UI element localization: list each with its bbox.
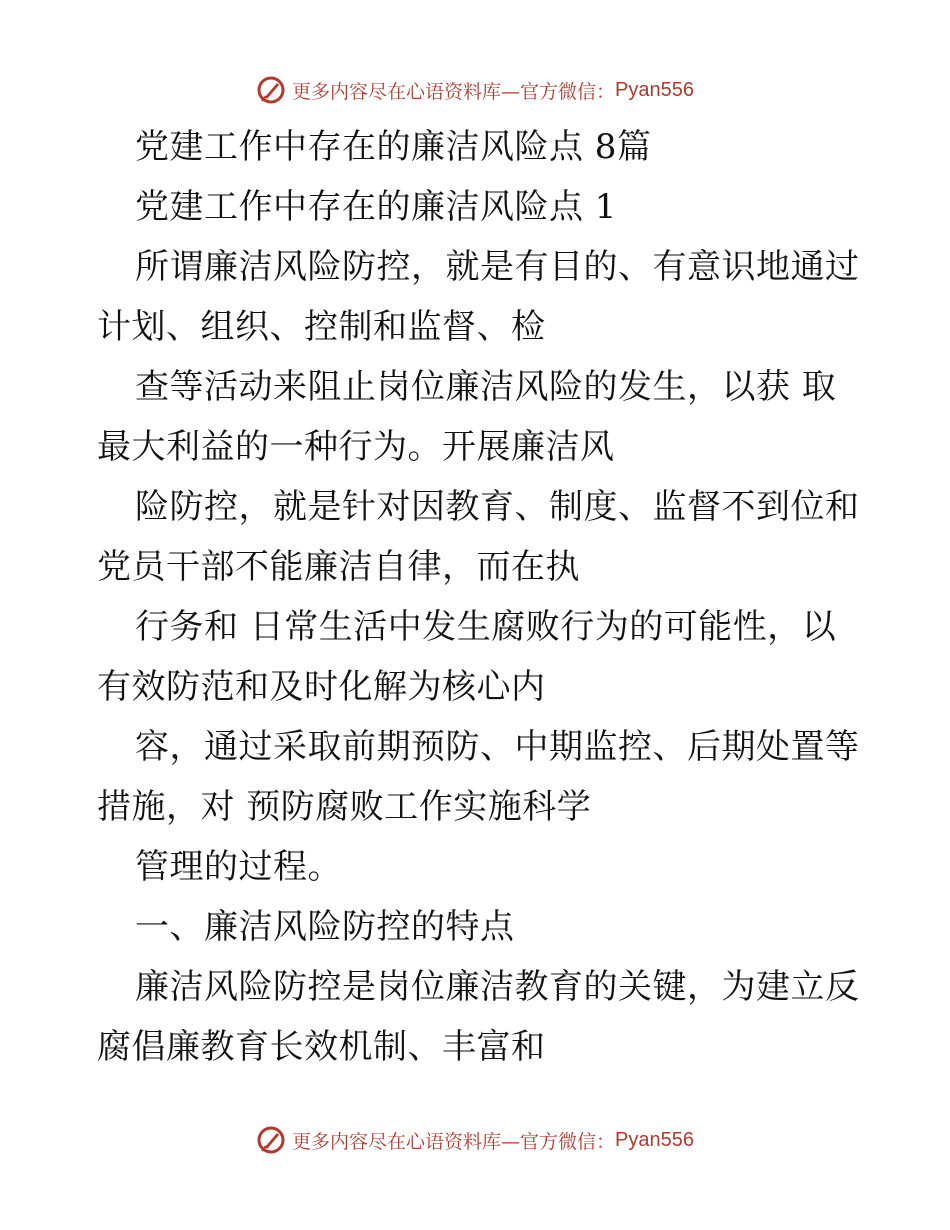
quill-pen-logo-icon — [256, 75, 286, 105]
text-line: 所谓廉洁风险防控，就是有目的、有意识地通过 — [135, 247, 860, 287]
watermark-text: 更多内容尽在心语资料库—官方微信： — [292, 1130, 616, 1153]
section-heading: 一、廉洁风险防控的特点 — [135, 907, 515, 947]
text-line: 管理的过程。 — [135, 847, 342, 887]
text-line: 查等活动来阻止岗位廉洁风险的发生，以获 取 — [135, 367, 837, 407]
watermark-text: 更多内容尽在心语资料库—官方微信： — [292, 80, 616, 103]
header-watermark — [0, 70, 950, 110]
wechat-id: Pyan556 — [615, 78, 694, 101]
text-line: 措施，对 预防腐败工作实施科学 — [97, 787, 592, 827]
text-line: 廉洁风险防控是岗位廉洁教育的关键，为建立反 — [135, 967, 860, 1007]
text-line: 党员干部不能廉洁自律，而在执 — [97, 547, 580, 587]
text-line: 险防控，就是针对因教育、制度、监督不到位和 — [135, 487, 860, 527]
text-line: 腐倡廉教育长效机制、丰富和 — [97, 1027, 546, 1067]
text-line: 容，通过采取前期预防、中期监控、后期处置等 — [135, 727, 860, 767]
text-line: 计划、组织、控制和监督、检 — [97, 307, 546, 347]
text-line: 行务和 日常生活中发生腐败行为的可能性，以 — [135, 607, 837, 647]
section-heading: 党建工作中存在的廉洁风险点 1 — [135, 187, 617, 227]
document-title: 党建工作中存在的廉洁风险点 8篇 — [135, 127, 652, 167]
footer-watermark — [0, 1120, 950, 1160]
quill-pen-logo-icon — [256, 1125, 286, 1155]
wechat-id: Pyan556 — [615, 1128, 694, 1151]
text-line: 有效防范和及时化解为核心内 — [97, 667, 546, 707]
text-line: 最大利益的一种行为。开展廉洁风 — [97, 427, 615, 467]
